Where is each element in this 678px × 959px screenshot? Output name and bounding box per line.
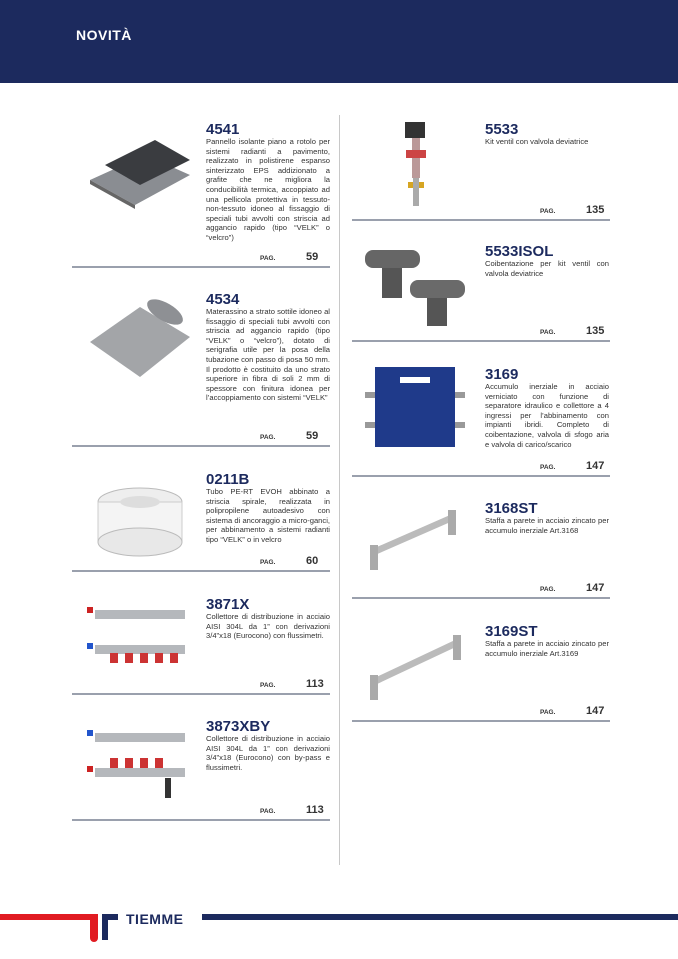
product-code: 3871X <box>206 596 250 613</box>
product-image <box>360 240 470 335</box>
product-code: 3168ST <box>485 500 538 517</box>
page-number: 147 <box>586 460 605 472</box>
footer-bar <box>202 914 678 920</box>
page-number: 113 <box>306 804 324 816</box>
page-number: 59 <box>306 251 319 263</box>
product-code: 3873XBY <box>206 718 271 735</box>
item-divider <box>72 693 330 695</box>
product-image <box>360 362 470 457</box>
page-label: PAG. <box>260 559 276 566</box>
product-image <box>85 472 195 567</box>
page-header <box>0 0 678 83</box>
product-image <box>85 120 195 215</box>
product-code: 4541 <box>206 121 240 138</box>
page-number: 59 <box>306 430 319 442</box>
item-divider <box>72 570 330 572</box>
product-description: Staffa a parete in acciaio zincato per accumulo inerziale Art.3169 <box>485 639 609 658</box>
product-description: Collettore di distribuzione in acciaio AISI 304L da 1” con derivazioni 3/4”x18 (Eurocono) con by-pass e flussimetri. <box>206 734 330 772</box>
page-label: PAG. <box>260 255 276 262</box>
page-number: 135 <box>586 204 605 216</box>
item-divider <box>352 219 610 221</box>
page-label: PAG. <box>260 682 276 689</box>
page-number: 113 <box>306 678 324 690</box>
product-code: 0211B <box>206 471 250 488</box>
section-title: NOVITÀ <box>76 27 132 43</box>
page-label: PAG. <box>260 808 276 815</box>
item-divider <box>352 340 610 342</box>
item-divider <box>72 445 330 447</box>
product-description: Coibentazione per kit ventil con valvola deviatrice <box>485 259 609 278</box>
product-image <box>360 495 470 590</box>
product-description: Accumulo inerziale in acciaio verniciato con funzione di separatore idraulico e collettore a 4 ingressi per l’abbinamento con impianti ibridi. Completo di coibentazione, valvola di sfogo aria e valvola di carico/scarico <box>485 382 609 449</box>
item-divider <box>352 720 610 722</box>
product-image <box>85 595 195 690</box>
product-description: Collettore di distribuzione in acciaio AISI 304L da 1” con derivazioni 3/4”x18 (Eurocono) con flussimetri. <box>206 612 330 641</box>
page-number: 60 <box>306 555 319 567</box>
product-image <box>85 718 195 813</box>
footer-red-pipe <box>90 914 98 942</box>
footer-navy-pipe <box>102 914 108 940</box>
page-label: PAG. <box>260 434 276 441</box>
page-label: PAG. <box>540 208 556 215</box>
page-number: 147 <box>586 705 605 717</box>
product-description: Kit ventil con valvola deviatrice <box>485 137 589 146</box>
product-code: 3169ST <box>485 623 538 640</box>
item-divider <box>72 819 330 821</box>
item-divider <box>352 597 610 599</box>
column-divider <box>339 115 340 865</box>
item-divider <box>72 266 330 268</box>
product-description: Staffa a parete in acciaio zincato per accumulo inerziale Art.3168 <box>485 516 609 535</box>
page-number: 147 <box>586 582 605 594</box>
product-description: Pannello isolante piano a rotolo per sistemi radianti a pavimento, realizzato in polistirene espanso sinterizzato EPS addizionato a grafite che ne migliora la conducibilità termica, accoppiato ad una pellicola protettiva in tessuto-non-tessuto idoneo al fissaggio di speciali tubi avvolti con striscia ad aggancio rapido (tipo “VELK” o “velcro”) <box>206 137 330 242</box>
product-description: Tubo PE-RT EVOH abbinato a striscia spirale, realizzata in polipropilene autoadesivo con sistema di ancoraggio a micro-ganci, per abbinamento a sistemi radianti tipo “VELK” o in velcro <box>206 487 330 544</box>
page-number: 135 <box>586 325 605 337</box>
page-label: PAG. <box>540 586 556 593</box>
product-description: Materassino a strato sottile idoneo al fissaggio di speciali tubi avvolti con striscia ad aggancio rapido (tipo “VELK” o “velcro”), dotato di serigrafia utile per la posa della tubazione con passo di posa 50 mm. Il prodotto è costituito da uno strato superiore in fibra di soli 2 mm di spessore con finitura idonea per l’accoppiamento con sistemi “VELK” <box>206 307 330 403</box>
product-image <box>85 292 195 387</box>
brand-logo: TIEMME <box>126 911 184 927</box>
product-code: 5533ISOL <box>485 243 554 260</box>
page-label: PAG. <box>540 709 556 716</box>
product-code: 5533 <box>485 121 519 138</box>
product-image <box>360 620 470 715</box>
item-divider <box>352 475 610 477</box>
footer-red-stripe <box>0 914 95 920</box>
page-label: PAG. <box>540 464 556 471</box>
product-code: 3169 <box>485 366 519 383</box>
page-label: PAG. <box>540 329 556 336</box>
product-code: 4534 <box>206 291 240 308</box>
product-image <box>360 120 470 215</box>
